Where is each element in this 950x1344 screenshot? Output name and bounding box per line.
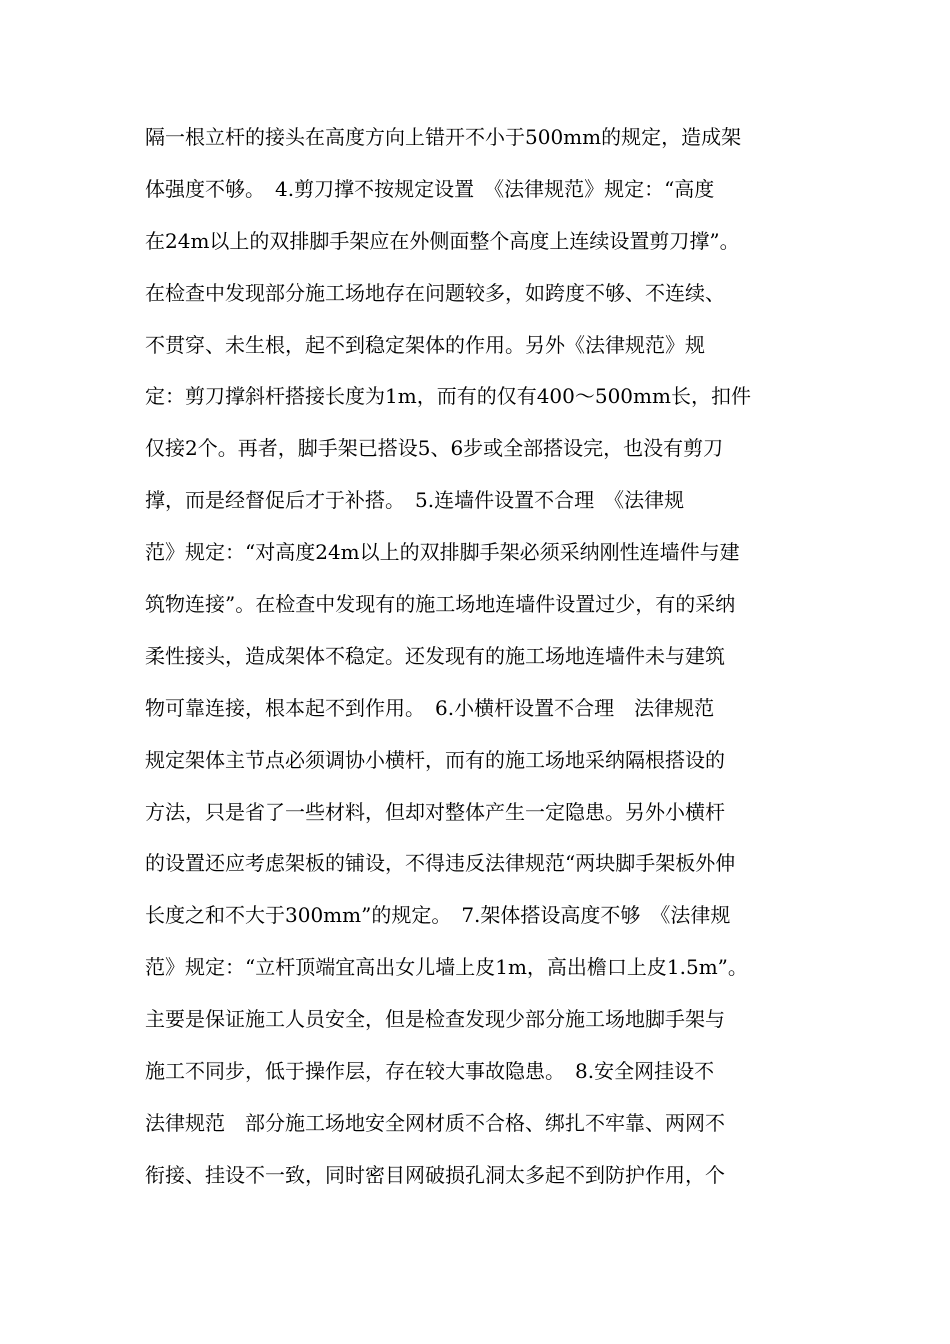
text-line: 撑，而是经督促后才于补搭。 5.连墙件设置不合理 《法律规 [145,488,685,513]
text-line: 筑物连接”。在检查中发现有的施工场地连墙件设置过少，有的采纳 [145,592,736,617]
text-line: 范》规定：“立杆顶端宜高出女儿墙上皮1m，高出檐口上皮1.5m”。 [145,955,748,980]
text-line: 衔接、挂设不一致，同时密目网破损孔洞太多起不到防护作用，个 [145,1162,725,1187]
text-line: 物可靠连接，根本起不到作用。 6.小横杆设置不合理 法律规范 [145,695,715,720]
text-line: 范》规定：“对高度24m以上的双排脚手架必须采纳刚性连墙件与建 [145,540,740,565]
text-line: 体强度不够。 4.剪刀撑不按规定设置 《法律规范》规定：“高度 [145,176,715,201]
text-line: 施工不同步，低于操作层，存在较大事故隐患。 8.安全网挂设不 [145,1059,715,1084]
text-line: 定：剪刀撑斜杆搭接长度为1m，而有的仅有400～500mm长，扣件 [145,384,751,409]
text-line: 柔性接头，造成架体不稳定。还发现有的施工场地连墙件未与建筑 [145,643,725,668]
text-line: 法律规范 部分施工场地安全网材质不合格、绑扎不牢靠、两网不 [145,1110,725,1135]
text-line: 主要是保证施工人员安全，但是检查发现少部分施工场地脚手架与 [145,1007,725,1032]
text-line: 的设置还应考虑架板的铺设，不得违反法律规范“两块脚手架板外伸 [145,851,736,876]
text-line: 在24m以上的双排脚手架应在外侧面整个高度上连续设置剪刀撑”。 [145,228,740,253]
text-line: 隔一根立杆的接头在高度方向上错开不小于500mm的规定，造成架 [145,125,742,149]
body-text [145,112,815,1202]
text-line: 不贯穿、未生根，起不到稳定架体的作用。另外《法律规范》规 [145,332,705,357]
text-line: 在检查中发现部分施工场地存在问题较多，如跨度不够、不连续、 [145,280,725,305]
text-line: 方法，只是省了一些材料，但却对整体产生一定隐患。另外小横杆 [145,799,725,824]
text-line: 规定架体主节点必须调协小横杆，而有的施工场地采纳隔根搭设的 [145,747,725,772]
text-line: 长度之和不大于300mm”的规定。 7.架体搭设高度不够 《法律规 [145,903,731,928]
text-line: 仅接2个。再者，脚手架已搭设5、6步或全部搭设完，也没有剪刀 [145,436,724,461]
